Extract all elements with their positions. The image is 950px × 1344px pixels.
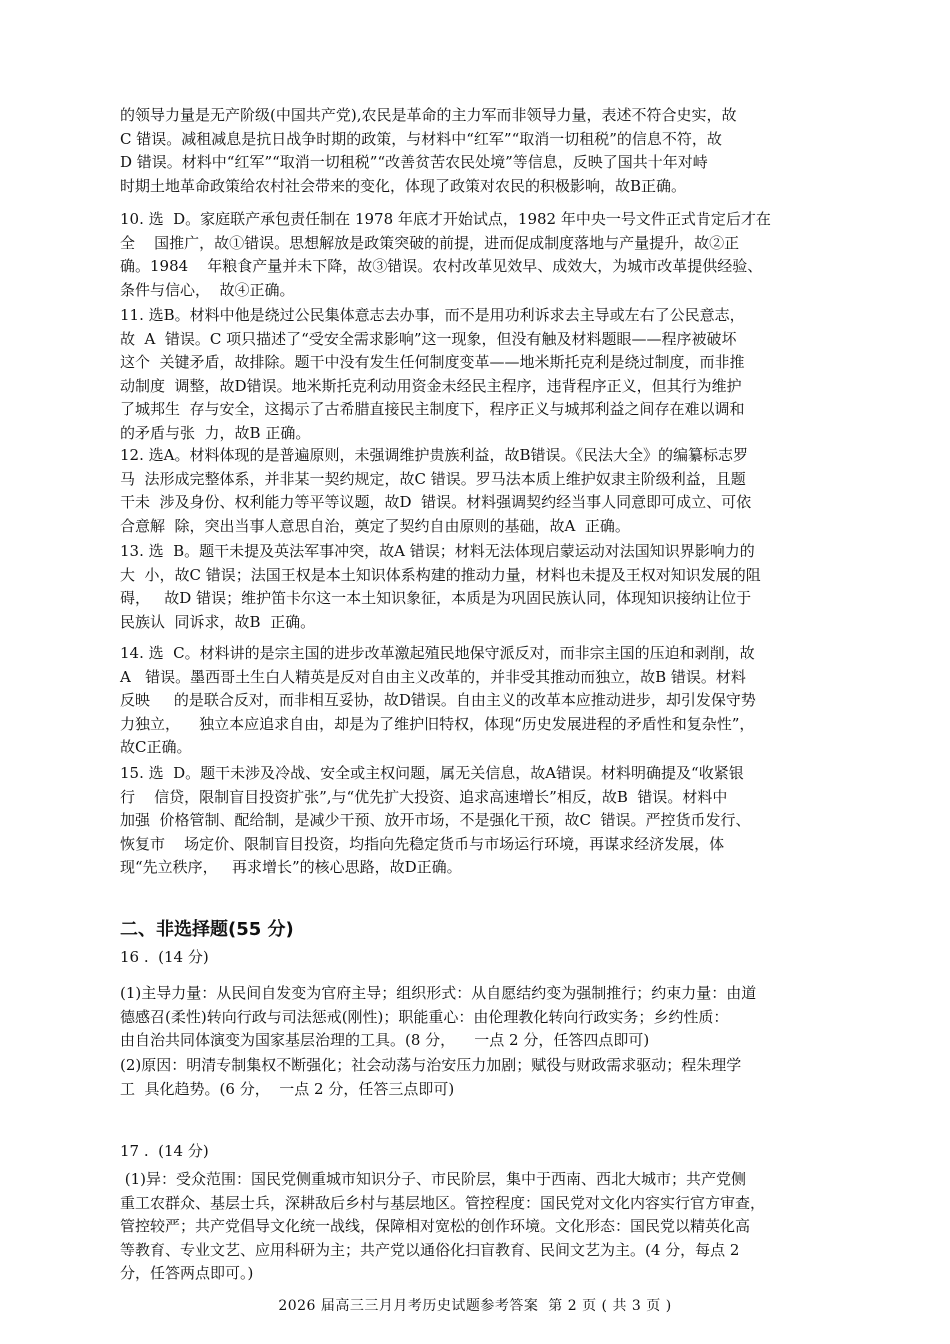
- text-line: (1)主导力量：从民间自发变为官府主导；组织形式：从自愿结约变为强制推行；约束力量：由道: [120, 984, 757, 1002]
- answer-9-continuation: [120, 104, 835, 198]
- text-line: 加强 价格管制、配给制，是减少干预、放开市场，不是强化干预，故C 错误。严控货币发行、: [120, 811, 751, 829]
- text-line: 力独立， 独立本应追求自由，却是为了维护旧特权，体现“历史发展进程的矛盾性和复杂性”，: [120, 714, 755, 733]
- answer-16-part-1: [120, 982, 835, 1053]
- page-footer: 2026 届高三三月月考历史试题参考答案 第 2 页 ( 共 3 页 ): [278, 1298, 672, 1314]
- text-line: 由自治共同体演变为国家基层治理的工具。(8 分， 一点 2 分，任答四点即可): [120, 1031, 650, 1049]
- answer-13: [120, 540, 835, 634]
- text-line: 等教育、专业文艺、应用科研为主；共产党以通俗化扫盲教育、民间文艺为主。(4 分，每点 2: [120, 1240, 740, 1259]
- answer-15: [120, 762, 835, 880]
- text-line: 行 信贷，限制盲目投资扩张”,与“优先扩大投资、追求高速增长”相反，故B 错误。材料中: [120, 787, 728, 806]
- text-line: 了城邦生 存与安全，这揭示了古希腊直接民主制度下，程序正义与城邦利益之间存在难以调和: [120, 400, 745, 418]
- text-line: C 错误。减租减息是抗日战争时期的政策，与材料中“红军”“取消一切租税”的信息不符，故: [120, 129, 722, 148]
- text-line: 现“先立秩序， 再求增长”的核心思路，故D正确。: [120, 858, 462, 876]
- text-line: 德感召(柔性)转向行政与司法惩戒(刚性)；职能重心：由伦理教化转向行政实务；乡约性质：: [120, 1007, 729, 1026]
- question-16-header: [120, 946, 835, 970]
- text-line: 马 法形成完整体系，并非某一契约规定，故C 错误。罗马法本质上维护奴隶主阶级利益，且题: [120, 469, 746, 488]
- answer-16-part-2: [120, 1054, 835, 1101]
- text-line: 13. 选 B。题干未提及英法军事冲突，故A 错误；材料无法体现启蒙运动对法国知识界影响力的: [120, 542, 755, 560]
- text-line: 合意解 除，突出当事人意思自治，奠定了契约自由原则的基础，故A 正确。: [120, 516, 630, 535]
- text-line: A 错误。墨西哥土生白人精英是反对自由主义改革的，并非受其推动而独立，故B 错误。材料: [120, 667, 746, 686]
- text-line: 动制度 调整，故D错误。地米斯托克利动用资金未经民主程序，违背程序正义，但其行为维护: [120, 376, 742, 395]
- text-line: 重工农群众、基层士兵，深耕敌后乡村与基层地区。管控程度：国民党对文化内容实行官方审查，: [120, 1193, 766, 1212]
- answer-17-part-1: [120, 1168, 835, 1286]
- question-17-header: [120, 1140, 835, 1164]
- text-line: 的矛盾与张 力，故B 正确。: [120, 423, 311, 442]
- text-line: 碍， 故D 错误；维护笛卡尔这一本土知识象征，本质是为巩固民族认同，体现知识接纳让位于: [120, 589, 752, 607]
- text-line: 条件与信心， 故④正确。: [120, 280, 295, 299]
- answer-12: [120, 444, 835, 538]
- text-line: 时期土地革命政策给农村社会带来的变化，体现了政策对农民的积极影响，故B正确。: [120, 176, 687, 195]
- text-line: 确。1984 年粮食产量并未下降，故③错误。农村改革见效早、成效大，为城市改革提供经验、: [120, 257, 763, 275]
- text-line: 干未 涉及身份、权利能力等平等议题，故D 错误。材料强调契约经当事人同意即可成立、可依: [120, 493, 752, 511]
- section-heading: 二、非选择题(55 分): [120, 919, 294, 940]
- question-number: 17 . (14 分): [120, 1142, 209, 1160]
- text-line: 12. 选A。材料体现的是普遍原则，未强调维护贵族利益，故B错误。《民法大全》的编纂标志罗: [120, 446, 748, 464]
- text-line: 这个 关键矛盾，故排除。题干中没有发生任何制度变革——地米斯托克利是绕过制度，而非推: [120, 353, 745, 371]
- text-line: 的领导力量是无产阶级(中国共产党),农民是革命的主力军而非领导力量，表述不符合史实，故: [120, 106, 737, 124]
- text-line: (2)原因：明清专制集权不断强化；社会动荡与治安压力加剧；赋役与财政需求驱动；程朱理学: [120, 1056, 742, 1074]
- text-line: D 错误。材料中“红军”“取消一切租税”“改善贫苦农民处境”等信息，反映了国共十年对峙: [120, 153, 708, 171]
- text-line: 故C正确。: [120, 738, 192, 756]
- text-line: 大 小，故C 错误；法国王权是本土知识体系构建的推动力量，材料也未提及王权对知识发展的阻: [120, 565, 761, 584]
- text-line: 工 具化趋势。(6 分， 一点 2 分，任答三点即可): [120, 1079, 455, 1098]
- text-line: 民族认 同诉求，故B 正确。: [120, 612, 316, 631]
- text-line: 分，任答两点即可。): [120, 1264, 254, 1282]
- text-line: 11. 选B。材料中他是绕过公民集体意志去办事，而不是用功利诉求去主导或左右了公民意志，: [120, 306, 745, 324]
- text-line: 反映 的是联合反对，而非相互妥协，故D错误。自由主义的改革本应推动进步，却引发保守势: [120, 691, 756, 709]
- text-line: 恢复市 场定价、限制盲目投资，均指向先稳定货币与市场运行环境，再谋求经济发展，体: [120, 834, 725, 853]
- text-line: 15. 选 D。题干未涉及冷战、安全或主权问题，属无关信息，故A错误。材料明确提及“收紧银: [120, 764, 744, 782]
- text-line: 全 国推广，故①错误。思想解放是政策突破的前提，进而促成制度落地与产量提升，故②正: [120, 233, 740, 252]
- text-line: 10. 选 D。家庭联产承包责任制在 1978 年底才开始试点，1982 年中央一号文件正式肯定后才在: [120, 210, 771, 228]
- question-number: 16 . (14 分): [120, 948, 209, 966]
- text-line: (1)异：受众范围：国民党侧重城市知识分子、市民阶层，集中于西南、西北大城市；共产党侧: [120, 1170, 747, 1188]
- answer-10: [120, 208, 835, 302]
- text-line: 故 A 错误。C 项只描述了“受安全需求影响”这一现象，但没有触及材料题眼——程序被破坏: [120, 329, 737, 348]
- text-line: 14. 选 C。材料讲的是宗主国的进步改革激起殖民地保守派反对，而非宗主国的压迫和剥削，故: [120, 644, 755, 662]
- text-line: 管控较严；共产党倡导文化统一战线，保障相对宽松的创作环境。文化形态：国民党以精英化高: [120, 1217, 751, 1235]
- answer-11: [120, 304, 835, 445]
- answer-14: [120, 642, 835, 760]
